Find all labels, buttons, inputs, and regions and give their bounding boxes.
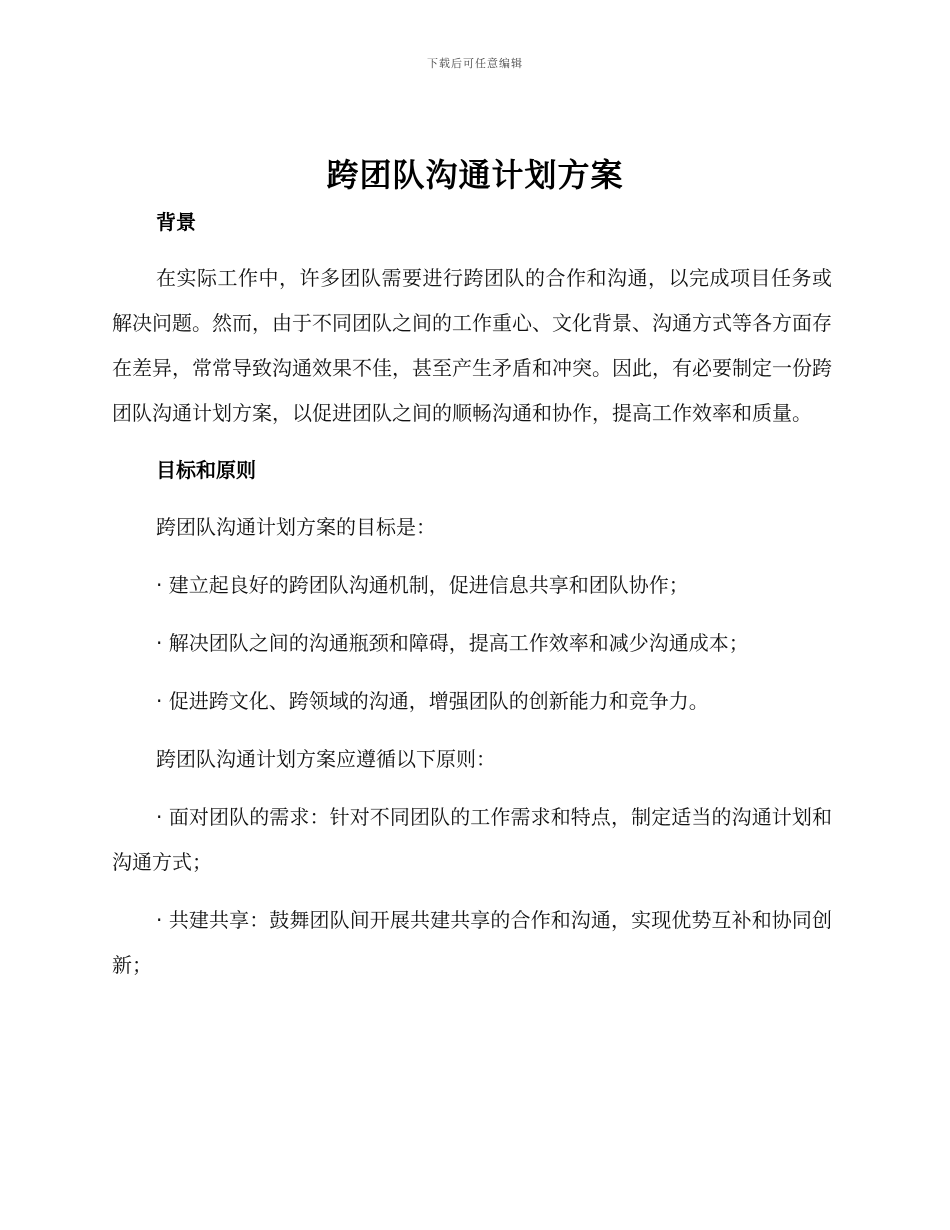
section-heading-goals: 目标和原则 xyxy=(156,458,256,482)
background-paragraph: 在实际工作中，许多团队需要进行跨团队的合作和沟通，以完成项目任务或解决问题。然而，由于不同团队之间的工作重心、文化背景、沟通方式等各方面存在差异，常常导致沟通效果不佳，甚至产生矛盾和冲突。因此，有必要制定一份跨团队沟通计划方案，以促进团队之间的顺畅沟通和协作，提高工作效率和质量。 xyxy=(112,266,832,425)
goal-item: · 解决团队之间的沟通瓶颈和障碍，提高工作效率和减少沟通成本； xyxy=(156,631,749,655)
header-note: 下载后可任意编辑 xyxy=(427,57,523,70)
document-body xyxy=(112,200,832,988)
principle-item: · 共建共享：鼓舞团队间开展共建共享的合作和沟通，实现优势互补和协同创新； xyxy=(112,908,832,977)
goals-intro: 跨团队沟通计划方案的目标是： xyxy=(156,515,436,539)
principles-intro: 跨团队沟通计划方案应遵循以下原则： xyxy=(156,747,496,771)
document-title: 跨团队沟通计划方案 xyxy=(326,156,624,194)
goal-item: · 促进跨文化、跨领域的沟通，增强团队的创新能力和竞争力。 xyxy=(156,689,709,713)
goal-item: · 建立起良好的跨团队沟通机制，促进信息共享和团队协作； xyxy=(156,573,689,597)
principle-item: · 面对团队的需求：针对不同团队的工作需求和特点，制定适当的沟通计划和沟通方式； xyxy=(112,805,832,874)
section-heading-background: 背景 xyxy=(156,210,196,234)
